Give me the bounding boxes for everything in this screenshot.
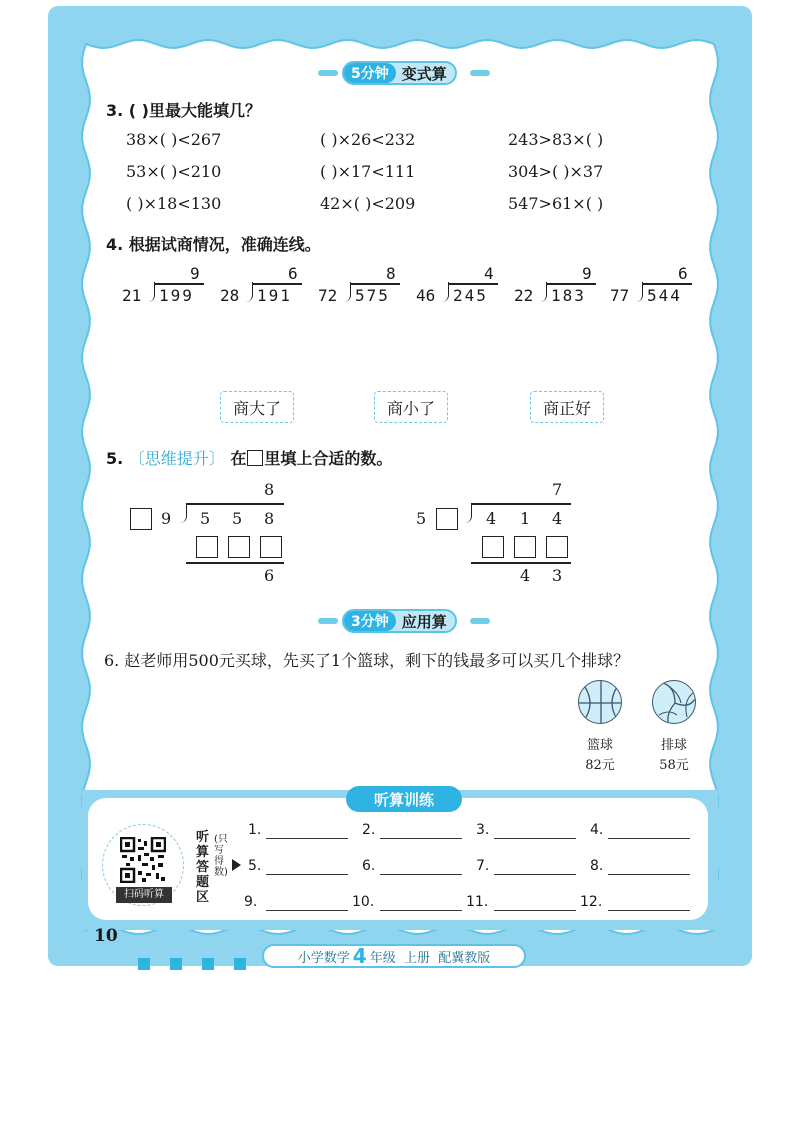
division-bar xyxy=(186,503,284,505)
answer-zone-note: (只写得数) xyxy=(214,834,228,878)
answer-number: 11. xyxy=(466,894,489,910)
q3-item: 304>( )×37 xyxy=(508,162,604,181)
division-bar xyxy=(154,283,204,285)
footer-mark xyxy=(202,958,214,970)
division-bracket xyxy=(636,282,643,302)
division-dividend: 575 xyxy=(355,286,390,305)
qr-code-icon xyxy=(120,837,166,883)
q4-division xyxy=(318,264,404,314)
division-bracket xyxy=(442,282,449,302)
footer-bar-marks xyxy=(138,958,248,970)
answer-line[interactable] xyxy=(494,838,576,839)
division-divisor: 72 xyxy=(318,286,338,305)
dividend-digit: 4 xyxy=(486,509,497,528)
division-bar xyxy=(448,283,498,285)
division-quotient: 6 xyxy=(288,264,298,283)
division-divisor: 22 xyxy=(514,286,534,305)
book-info xyxy=(262,944,526,968)
answer-number: 5. xyxy=(248,858,262,874)
division-quotient: 8 xyxy=(264,480,275,499)
volleyball-name: 排球 xyxy=(660,738,687,753)
division-quotient: 9 xyxy=(582,264,592,283)
blank-box[interactable] xyxy=(514,536,536,558)
footer-mark xyxy=(170,958,182,970)
dividend-digit: 8 xyxy=(264,509,275,528)
subtraction-line xyxy=(471,562,571,564)
result-box-quotient-too-big[interactable]: 商大了 xyxy=(220,391,294,423)
section-bar-right xyxy=(470,618,490,624)
answer-number: 12. xyxy=(580,894,603,910)
page-number: 10 xyxy=(94,926,118,946)
answer-zone-label: 听算答题区 xyxy=(196,830,210,905)
division-divisor: 9 xyxy=(161,509,172,528)
q3-item: 547>61×( ) xyxy=(508,194,604,213)
q4-division xyxy=(416,264,502,314)
blank-box[interactable] xyxy=(436,508,458,530)
remainder-digit: 4 xyxy=(520,566,531,585)
answer-number: 9. xyxy=(244,894,258,910)
basketball-lines xyxy=(579,681,622,724)
division-divisor: 46 xyxy=(416,286,436,305)
section-bar-left xyxy=(318,70,338,76)
dividend-digit: 5 xyxy=(232,509,243,528)
answer-number: 4. xyxy=(590,822,604,838)
division-dividend: 183 xyxy=(551,286,586,305)
qr-label: 扫码听算 xyxy=(116,887,172,903)
division-quotient: 9 xyxy=(190,264,200,283)
section-header-variant xyxy=(318,60,490,86)
answer-number: 10. xyxy=(352,894,375,910)
answer-line[interactable] xyxy=(266,874,348,875)
division-bracket xyxy=(540,282,547,302)
division-dividend: 245 xyxy=(453,286,488,305)
section-name: 变式算 xyxy=(401,64,447,83)
book-edition: 年级 上册 配冀教版 xyxy=(369,950,491,966)
section-pill xyxy=(342,609,457,633)
remainder-digit: 3 xyxy=(552,566,563,585)
section-header-application xyxy=(318,608,490,634)
q4-division xyxy=(610,264,696,314)
blank-box[interactable] xyxy=(130,508,152,530)
basketball-price: 82元 xyxy=(585,758,615,773)
blank-box[interactable] xyxy=(228,536,250,558)
division-bracket xyxy=(148,282,155,302)
division-bracket xyxy=(344,282,351,302)
book-grade: 4 xyxy=(352,944,367,968)
q4-division xyxy=(122,264,208,314)
q4-division xyxy=(220,264,306,314)
division-bracket xyxy=(246,282,253,302)
listening-title: 听算训练 xyxy=(346,786,462,812)
division-quotient: 4 xyxy=(484,264,494,283)
division-divisor: 21 xyxy=(122,286,142,305)
q5-text-a: 在 xyxy=(230,449,247,468)
division-bar xyxy=(642,283,692,285)
result-box-quotient-correct[interactable]: 商正好 xyxy=(530,391,604,423)
answer-line[interactable] xyxy=(608,910,690,911)
volleyball-icon xyxy=(652,680,696,724)
play-arrow-icon xyxy=(232,859,241,871)
basketball-name: 篮球 xyxy=(586,738,613,753)
volleyball-price: 58元 xyxy=(659,758,689,773)
dividend-digit: 4 xyxy=(552,509,563,528)
division-divisor: 28 xyxy=(220,286,240,305)
q3-item: ( )×18<130 xyxy=(126,194,222,213)
blank-box[interactable] xyxy=(196,536,218,558)
q3-title: 3. ( )里最大能填几？ xyxy=(106,101,261,120)
answer-line[interactable] xyxy=(380,874,462,875)
subtraction-line xyxy=(186,562,284,564)
volleyball-lines xyxy=(653,681,696,724)
square-icon xyxy=(247,450,263,466)
q5-number: 5. xyxy=(106,449,124,468)
q5-title xyxy=(106,446,392,469)
q3-item: 38×( )<267 xyxy=(126,130,222,149)
q3-item: ( )×26<232 xyxy=(320,130,416,149)
q3-item: 53×( )<210 xyxy=(126,162,222,181)
section-bar-right xyxy=(470,70,490,76)
division-bar xyxy=(350,283,400,285)
q5-text-b: 里填上合适的数。 xyxy=(264,449,393,468)
q4-title: 4. 根据试商情况，准确连线。 xyxy=(106,235,321,254)
answer-number: 8. xyxy=(590,858,604,874)
q3-item: ( )×17<111 xyxy=(320,162,416,181)
blank-box[interactable] xyxy=(260,536,282,558)
section-time: 3分钟 xyxy=(344,611,396,631)
q3-item: 42×( )<209 xyxy=(320,194,416,213)
answer-number: 7. xyxy=(476,858,490,874)
division-bar xyxy=(546,283,596,285)
section-pill xyxy=(342,61,457,85)
division-divisor: 5 xyxy=(416,509,427,528)
book-subject: 小学数学 xyxy=(297,950,350,966)
division-remainder: 6 xyxy=(264,566,275,585)
answer-line[interactable] xyxy=(494,874,576,875)
answer-line[interactable] xyxy=(380,838,462,839)
division-bar xyxy=(471,503,571,505)
answer-line[interactable] xyxy=(266,910,348,911)
division-dividend: 199 xyxy=(159,286,194,305)
result-box-quotient-too-small[interactable]: 商小了 xyxy=(374,391,448,423)
answer-line[interactable] xyxy=(494,910,576,911)
q3-item: 243>83×( ) xyxy=(508,130,604,149)
answer-number: 6. xyxy=(362,858,376,874)
blank-box[interactable] xyxy=(482,536,504,558)
division-dividend: 544 xyxy=(647,286,682,305)
q5-tag: 〔思维提升〕 xyxy=(128,449,225,468)
q6-title: 6. 赵老师用500元买球，先买了1个篮球，剩下的钱最多可以买几个排球？ xyxy=(104,651,630,670)
answer-line[interactable] xyxy=(266,838,348,839)
answer-line[interactable] xyxy=(608,838,690,839)
division-quotient: 7 xyxy=(552,480,563,499)
section-name: 应用算 xyxy=(401,612,447,631)
answer-number: 2. xyxy=(362,822,376,838)
blank-box[interactable] xyxy=(546,536,568,558)
division-divisor: 77 xyxy=(610,286,630,305)
division-quotient: 6 xyxy=(678,264,688,283)
answer-number: 3. xyxy=(476,822,490,838)
answer-line[interactable] xyxy=(608,874,690,875)
dividend-digit: 1 xyxy=(520,509,531,528)
footer-mark xyxy=(138,958,150,970)
division-dividend: 191 xyxy=(257,286,292,305)
answer-number: 1. xyxy=(248,822,262,838)
q4-division xyxy=(514,264,600,314)
footer-mark xyxy=(234,958,246,970)
answer-line[interactable] xyxy=(380,910,462,911)
section-time: 5分钟 xyxy=(344,63,396,83)
division-bar xyxy=(252,283,302,285)
basketball-icon xyxy=(578,680,622,724)
section-bar-left xyxy=(318,618,338,624)
dividend-digit: 5 xyxy=(200,509,211,528)
qr-badge[interactable] xyxy=(102,824,184,906)
division-quotient: 8 xyxy=(386,264,396,283)
